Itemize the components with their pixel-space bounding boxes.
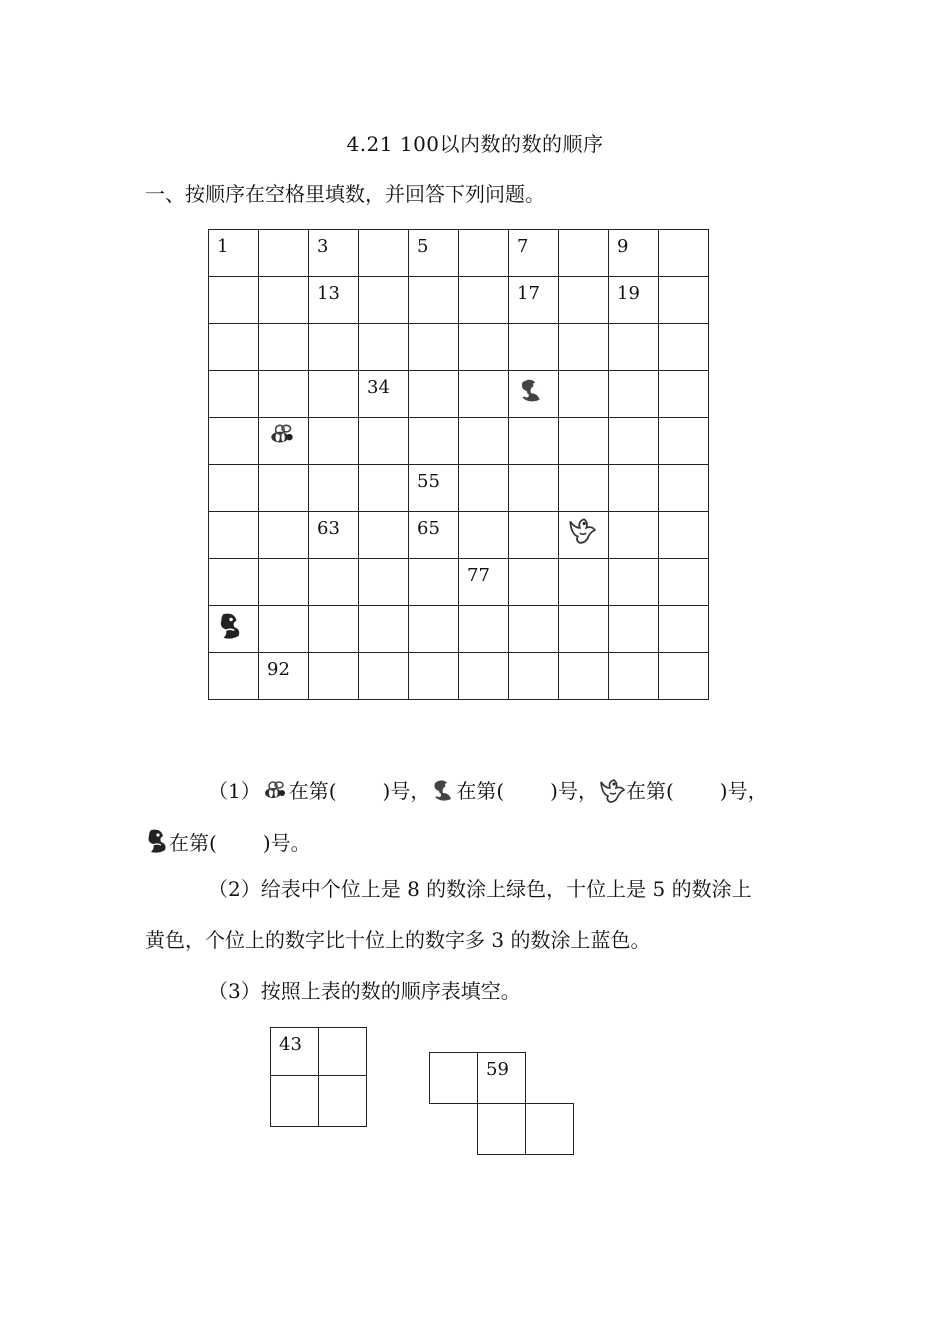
grid-cell[interactable] [459,371,509,418]
grid-cell[interactable] [309,371,359,418]
grid-cell[interactable] [259,606,309,653]
grid-cell[interactable] [259,371,309,418]
grid-cell[interactable] [609,371,659,418]
grid-cell[interactable] [609,465,659,512]
bird-icon [567,516,597,544]
q1-c-post: )号， [719,779,768,803]
grid-cell[interactable] [559,559,609,606]
grid-cell[interactable] [209,324,259,371]
grid-cell[interactable] [259,230,309,277]
bee2-icon [430,777,456,806]
page-title: 4.21 100以内数的数的顺序 [346,132,604,156]
grid-cell-value: 3 [317,236,329,257]
puzzle-step-cell-1[interactable] [429,1052,478,1104]
puzzle-square-cell-2[interactable] [318,1027,367,1076]
grid-cell-value: 19 [617,283,640,304]
grid-cell[interactable] [659,418,709,465]
grid-row [209,324,709,371]
grid-cell[interactable] [409,371,459,418]
grid-cell[interactable] [609,512,659,559]
puzzle-square-cell-1 [270,1027,319,1076]
grid-cell-value: 17 [517,283,540,304]
grid-cell[interactable] [509,512,559,559]
grid-cell[interactable] [259,324,309,371]
grid-cell[interactable] [659,277,709,324]
grid-cell[interactable] [559,371,609,418]
grid-cell [209,606,259,653]
bird-icon [598,777,626,806]
grid-cell[interactable] [659,559,709,606]
grid-cell-value: 9 [617,236,629,257]
grid-cell[interactable] [359,418,409,465]
grid-row [209,653,709,700]
q1-a-post: )号， [382,779,431,803]
grid-cell[interactable] [509,324,559,371]
grid-cell[interactable] [459,653,509,700]
puzzle-square-value: 43 [279,1034,302,1055]
squirrel-icon [145,827,169,858]
grid-cell-value: 77 [467,565,490,586]
grid-cell[interactable] [259,465,309,512]
grid-cell[interactable] [359,277,409,324]
q1-c-pre: 在第( [625,779,674,803]
grid-cell[interactable] [559,230,609,277]
q1-b-post: )号， [550,779,598,803]
puzzle-step-value: 59 [486,1059,509,1080]
grid-cell[interactable] [209,418,259,465]
grid-cell[interactable] [459,512,509,559]
grid-cell-value: 63 [317,518,340,539]
grid-row [209,277,709,324]
grid-cell [409,230,459,277]
grid-cell[interactable] [659,324,709,371]
grid-row [209,465,709,512]
grid-cell[interactable] [509,418,559,465]
grid-cell-value: 65 [417,518,440,539]
grid-cell[interactable] [409,606,459,653]
grid-cell[interactable] [259,559,309,606]
grid-cell[interactable] [459,277,509,324]
grid-cell[interactable] [359,653,409,700]
grid-cell [509,230,559,277]
grid-cell [359,371,409,418]
grid-cell[interactable] [659,465,709,512]
hundred-chart [208,229,709,700]
grid-cell[interactable] [359,465,409,512]
grid-cell[interactable] [659,512,709,559]
grid-cell[interactable] [409,418,459,465]
grid-cell[interactable] [559,653,609,700]
q1-d-post: )号。 [262,831,311,855]
grid-cell[interactable] [359,606,409,653]
grid-cell[interactable] [359,559,409,606]
grid-cell-value: 7 [517,236,529,257]
squirrel-icon [217,610,243,642]
grid-cell[interactable] [509,559,559,606]
grid-cell-value: 92 [267,659,290,680]
grid-cell[interactable] [259,277,309,324]
grid-cell-value: 34 [367,377,390,398]
grid-cell [259,653,309,700]
grid-row [209,606,709,653]
grid-cell[interactable] [559,324,609,371]
grid-cell[interactable] [309,606,359,653]
grid-cell [309,277,359,324]
grid-cell [509,277,559,324]
grid-row [209,559,709,606]
grid-cell[interactable] [459,418,509,465]
grid-cell[interactable] [459,324,509,371]
grid-cell[interactable] [359,324,409,371]
bee-icon [261,779,289,806]
grid-cell[interactable] [309,465,359,512]
grid-cell [559,512,609,559]
q1-b-pre: 在第( [456,779,505,803]
grid-cell[interactable] [559,465,609,512]
grid-cell[interactable] [509,653,559,700]
q1-a-pre: 在第( [288,779,337,803]
grid-cell[interactable] [659,606,709,653]
bee2-icon [517,375,545,405]
grid-cell[interactable] [609,418,659,465]
grid-cell[interactable] [609,559,659,606]
grid-cell[interactable] [559,418,609,465]
grid-cell[interactable] [659,230,709,277]
grid-cell[interactable] [459,465,509,512]
grid-cell-value: 13 [317,283,340,304]
grid-cell[interactable] [409,559,459,606]
grid-cell-value: 55 [417,471,440,492]
grid-cell[interactable] [309,324,359,371]
grid-cell[interactable] [209,277,259,324]
grid-cell[interactable] [209,559,259,606]
puzzle-square-cell-3[interactable] [270,1075,319,1127]
grid-cell [459,559,509,606]
section-heading: 一、按顺序在空格里填数，并回答下列问题。 [145,182,545,206]
grid-row [209,512,709,559]
grid-cell[interactable] [259,512,309,559]
bee-icon [267,422,297,448]
grid-cell-value: 1 [217,236,229,257]
question-1-line-2 [145,827,311,858]
grid-cell[interactable] [309,559,359,606]
grid-cell [609,277,659,324]
grid-cell[interactable] [459,230,509,277]
grid-cell[interactable] [209,465,259,512]
puzzle-square-cell-4[interactable] [318,1075,367,1127]
grid-cell[interactable] [409,324,459,371]
question-2-line-1: （2）给表中个位上是 8 的数涂上绿色，十位上是 5 的数涂上 [208,877,752,901]
grid-cell[interactable] [209,371,259,418]
grid-row [209,418,709,465]
puzzle-step-cell-4[interactable] [525,1103,574,1155]
grid-cell[interactable] [309,653,359,700]
grid-cell [259,418,309,465]
puzzle-step-cell-2 [477,1052,526,1104]
grid-cell[interactable] [359,230,409,277]
q1-d-pre: 在第( [169,831,217,855]
question-2-line-2: 黄色，个位上的数字比十位上的数字多 3 的数涂上蓝色。 [145,928,651,952]
grid-cell [409,512,459,559]
grid-cell [209,230,259,277]
puzzle-step-cell-3[interactable] [477,1103,526,1155]
grid-cell[interactable] [409,653,459,700]
grid-cell[interactable] [659,371,709,418]
question-3-text: （3）按照上表的数的顺序表填空。 [208,979,521,1003]
grid-cell[interactable] [659,653,709,700]
grid-cell [609,230,659,277]
grid-cell[interactable] [609,653,659,700]
grid-cell[interactable] [409,277,459,324]
grid-cell[interactable] [459,606,509,653]
grid-row [209,371,709,418]
grid-cell[interactable] [559,277,609,324]
question-1-line-1 [208,777,768,806]
grid-row [209,230,709,277]
grid-cell[interactable] [209,512,259,559]
grid-cell[interactable] [209,653,259,700]
grid-cell [409,465,459,512]
grid-cell-value: 5 [417,236,429,257]
grid-cell[interactable] [359,512,409,559]
grid-cell [309,230,359,277]
grid-cell [509,371,559,418]
grid-cell[interactable] [609,606,659,653]
grid-cell[interactable] [609,324,659,371]
grid-cell[interactable] [509,465,559,512]
grid-cell[interactable] [509,606,559,653]
grid-cell[interactable] [559,606,609,653]
grid-cell [309,512,359,559]
grid-cell[interactable] [309,418,359,465]
question-1-label: （1） [208,779,261,803]
